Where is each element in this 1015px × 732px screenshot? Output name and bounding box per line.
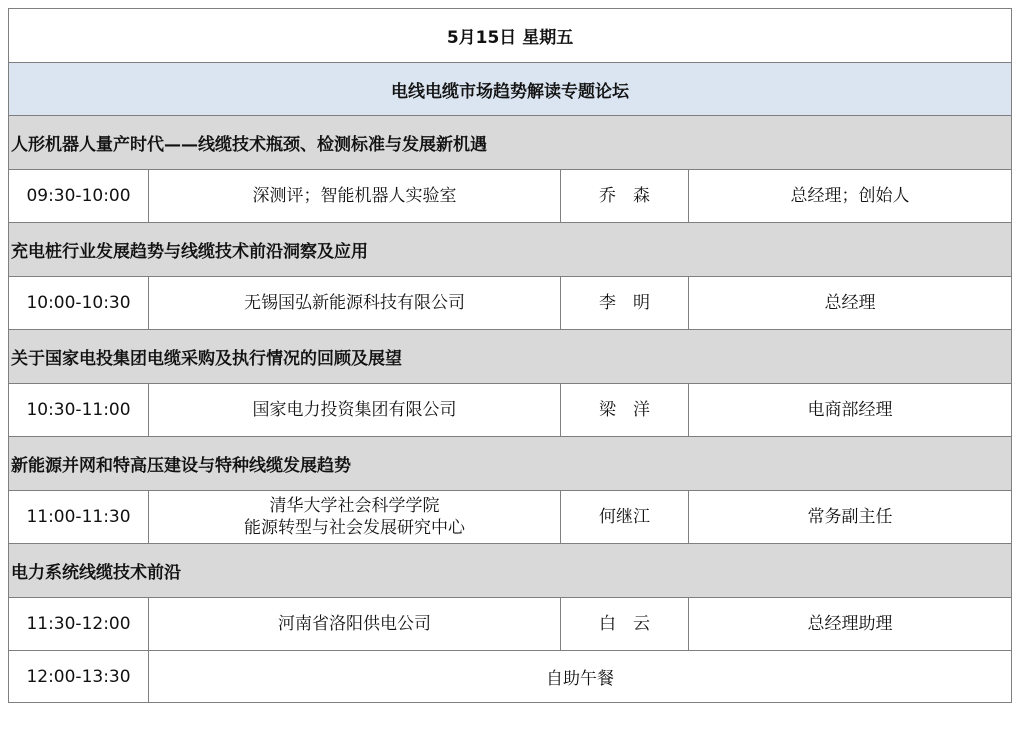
table-row: [9, 384, 1012, 437]
time-slot: 11:30-12:00: [9, 598, 149, 651]
time-slot: 12:00-13:30: [9, 651, 149, 703]
speaker-name: 梁 洋: [561, 384, 689, 437]
forum-row: [9, 63, 1012, 116]
organization-line: 无锡国弘新能源科技有限公司: [244, 293, 465, 313]
organization-line: 能源转型与社会发展研究中心: [244, 518, 465, 538]
agenda-table: [8, 8, 1012, 703]
speaker-title: 常务副主任: [689, 491, 1012, 544]
time-slot: 10:30-11:00: [9, 384, 149, 437]
forum-title: 电线电缆市场趋势解读专题论坛: [9, 63, 1012, 116]
organization: [149, 598, 561, 651]
speaker-title: 总经理；创始人: [689, 170, 1012, 223]
topic-title: 人形机器人量产时代——线缆技术瓶颈、检测标准与发展新机遇: [9, 116, 1012, 170]
topic-row: [9, 223, 1012, 277]
table-row: [9, 277, 1012, 330]
topic-title: 关于国家电投集团电缆采购及执行情况的回顾及展望: [9, 330, 1012, 384]
date-row: [9, 9, 1012, 63]
topic-row: [9, 116, 1012, 170]
topic-row: [9, 544, 1012, 598]
organization-line: 国家电力投资集团有限公司: [252, 400, 457, 420]
table-row: [9, 598, 1012, 651]
organization-line: 清华大学社会科学学院: [269, 496, 440, 516]
organization: [149, 277, 561, 330]
speaker-title: 总经理: [689, 277, 1012, 330]
topic-title: 新能源并网和特高压建设与特种线缆发展趋势: [9, 437, 1012, 491]
agenda-container: [8, 8, 1011, 703]
organization-line: 河南省洛阳供电公司: [278, 614, 431, 634]
speaker-title: 总经理助理: [689, 598, 1012, 651]
speaker-name: 何继江: [561, 491, 689, 544]
table-row: [9, 170, 1012, 223]
topic-title: 电力系统线缆技术前沿: [9, 544, 1012, 598]
time-slot: 09:30-10:00: [9, 170, 149, 223]
speaker-title: 电商部经理: [689, 384, 1012, 437]
organization-line: 深测评；智能机器人实验室: [252, 186, 457, 206]
speaker-name: 李 明: [561, 277, 689, 330]
lunch-row: [9, 651, 1012, 703]
time-slot: 11:00-11:30: [9, 491, 149, 544]
organization: [149, 384, 561, 437]
date-heading: 5月15日 星期五: [9, 9, 1012, 63]
organization: [149, 491, 561, 544]
organization: [149, 170, 561, 223]
time-slot: 10:00-10:30: [9, 277, 149, 330]
topic-row: [9, 330, 1012, 384]
topic-title: 充电桩行业发展趋势与线缆技术前沿洞察及应用: [9, 223, 1012, 277]
speaker-name: 白 云: [561, 598, 689, 651]
lunch-label: 自助午餐: [149, 651, 1012, 703]
table-row: [9, 491, 1012, 544]
speaker-name: 乔 森: [561, 170, 689, 223]
topic-row: [9, 437, 1012, 491]
